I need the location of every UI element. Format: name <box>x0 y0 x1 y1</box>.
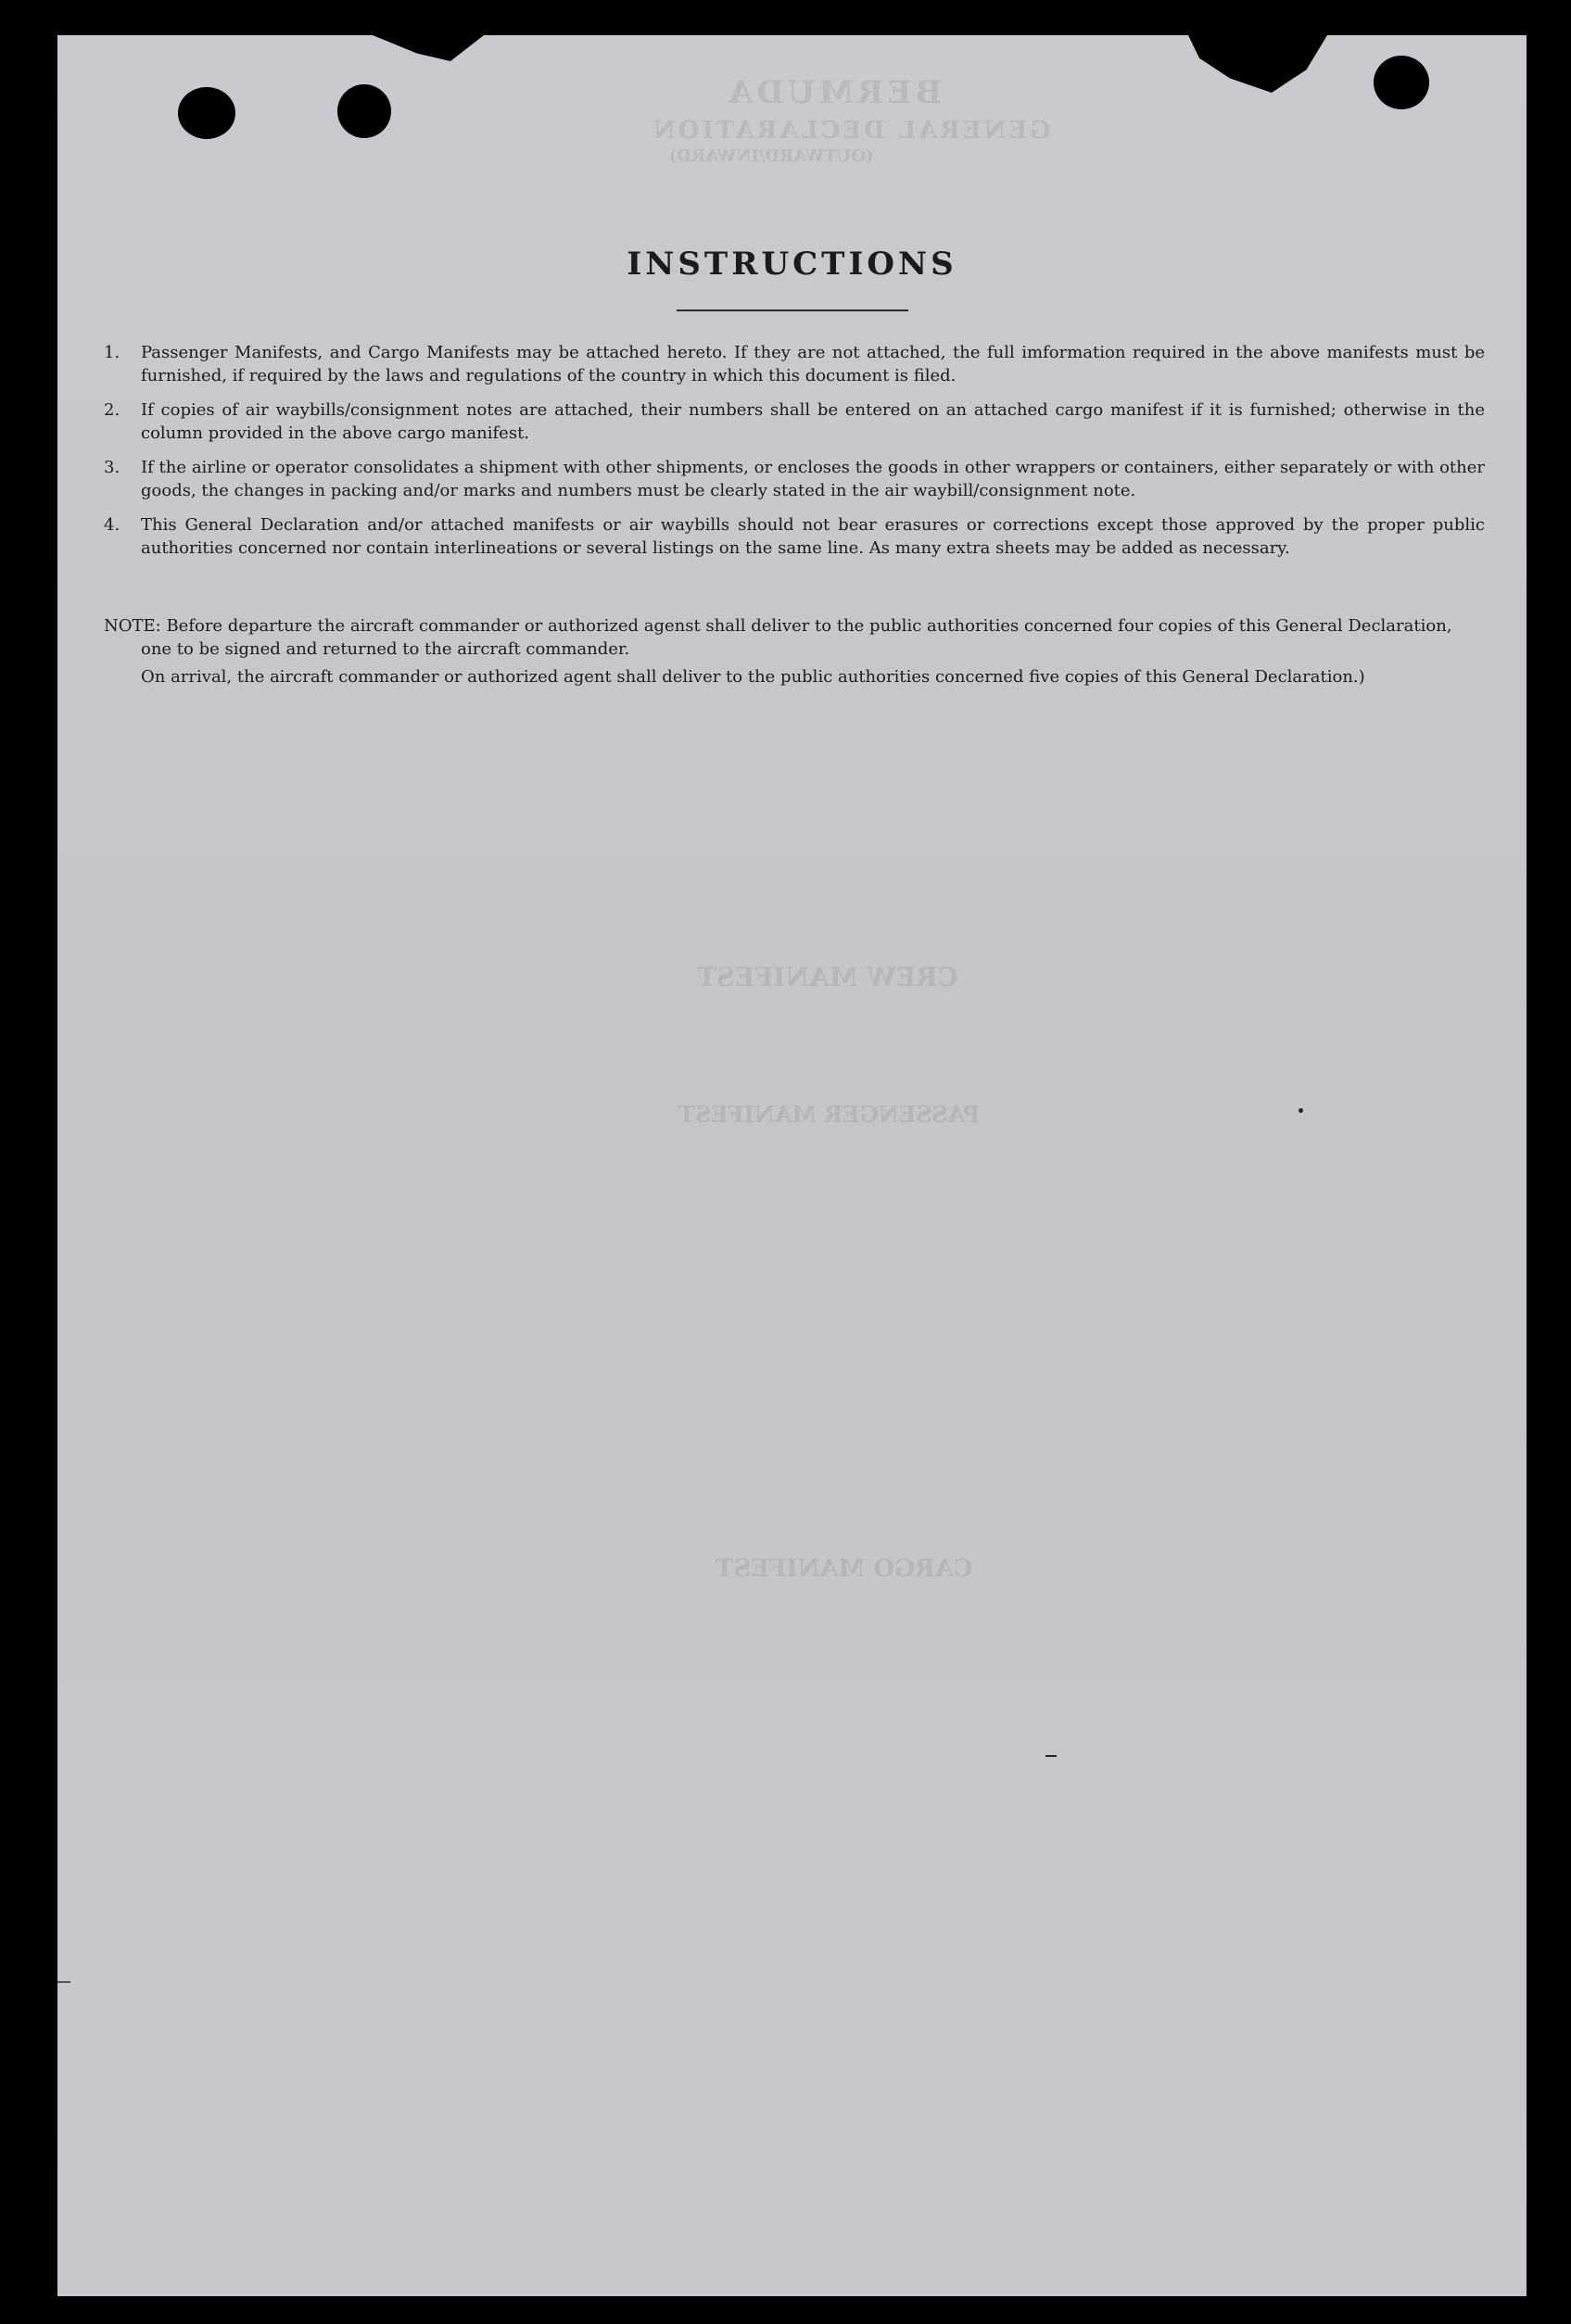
ink-speck <box>1299 1108 1303 1113</box>
note-departure: NOTE: Before departure the aircraft commander or authorized agenst shall deliver to the public authorities concerned four copies of this General Declaration, one to be signed and returned to the aircraft commander. <box>104 616 1452 659</box>
show-through-subheading: GENERAL DECLARATION <box>651 117 1051 145</box>
page-title: INSTRUCTIONS <box>627 246 957 283</box>
ink-speck <box>57 1981 70 1983</box>
punch-hole <box>337 84 391 138</box>
note-arrival: On arrival, the aircraft commander or authorized agent shall deliver to the public authorities concerned five copies of this General Declaration.) <box>141 667 1365 687</box>
show-through-cargo: CARGO MANIFEST <box>716 1555 973 1583</box>
show-through-heading: BERMUDA <box>725 74 943 111</box>
paper-tear-mark <box>373 35 484 61</box>
punch-hole <box>1374 56 1429 109</box>
paper-tear-mark <box>1188 35 1327 93</box>
show-through-direction: (OUTWARD/INWARD) <box>669 146 874 166</box>
ink-speck <box>1045 1755 1057 1757</box>
instruction-item <box>104 398 1485 445</box>
instruction-text: Passenger Manifests, and Cargo Manifests may be attached hereto. If they are not attached, the full imformation required in the above manifests must be furnished, if required by the laws and regulations of the country in which this document is filed. <box>141 343 1485 385</box>
instruction-number: 1. <box>104 343 120 362</box>
show-through-passenger: PASSENGER MANIFEST <box>678 1101 981 1128</box>
punch-hole <box>178 87 235 139</box>
instruction-number: 4. <box>104 515 120 535</box>
instruction-text: If the airline or operator consolidates a shipment with other shipments, or encloses the goods in other wrappers or containers, either separately or with other goods, the changes in packing and/or marks and numbers must be clearly stated in the air waybill/consignment note. <box>141 458 1485 500</box>
instruction-text: This General Declaration and/or attached manifests or air waybills should not bear erasures or corrections except those approved by the proper public authorities concerned nor contain interlineations or several listings on the same line. As many extra sheets may be added as necessary. <box>141 515 1485 558</box>
note-block <box>104 614 1485 688</box>
instruction-text: If copies of air waybills/consignment notes are attached, their numbers shall be entered on an attached cargo manifest if it is furnished; otherwise in the column provided in the above cargo manifest. <box>141 400 1485 443</box>
instruction-item <box>104 456 1485 502</box>
instruction-number: 3. <box>104 458 120 477</box>
instruction-item <box>104 513 1485 560</box>
paper-sheet <box>57 35 1527 2296</box>
instructions-list <box>104 341 1485 571</box>
instruction-item <box>104 341 1485 387</box>
show-through-crew: CREW MANIFEST <box>697 962 958 992</box>
instruction-number: 2. <box>104 400 120 420</box>
title-underline <box>677 309 908 311</box>
